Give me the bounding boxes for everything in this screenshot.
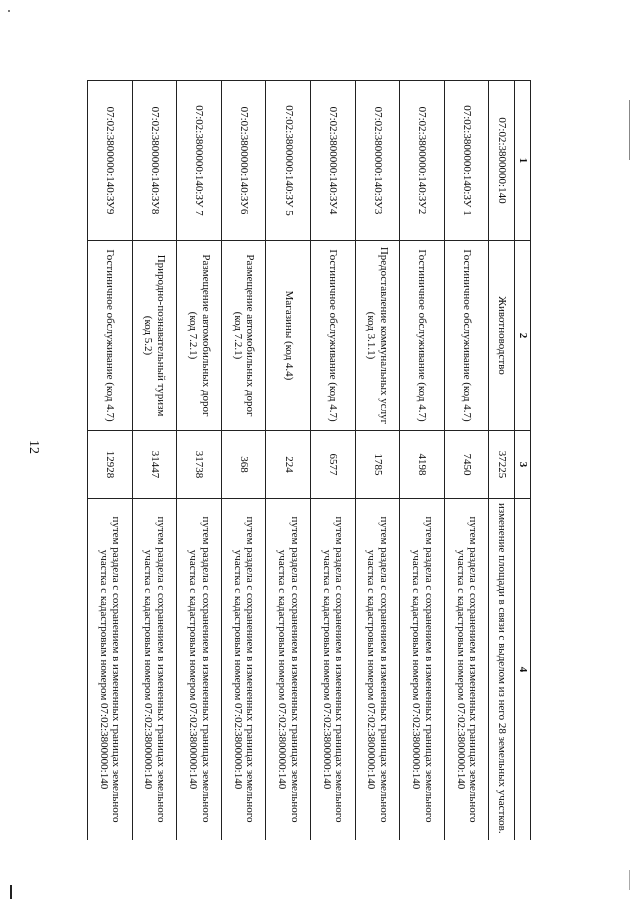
formation-method-cell: путем раздела с сохранением в измененных границах земельного участка с кадастровым номером 07:02:3800000:140	[355, 499, 400, 841]
area-cell: 368	[221, 431, 266, 499]
table-container	[87, 80, 531, 840]
permitted-use-cell: Магазины (код 4.4)	[266, 241, 311, 431]
table-row	[355, 81, 400, 841]
cadastral-number-cell: 07:02:3800000:140:ЗУ 1	[444, 81, 489, 241]
table-row	[444, 81, 489, 841]
table-row	[132, 81, 177, 841]
permitted-use-cell: Гостиничное обслуживание (код 4.7)	[88, 241, 133, 431]
permitted-use-cell: Размещение автомобильных дорог (код 7.2.1)	[221, 241, 266, 431]
formation-method-cell: путем раздела с сохранением в измененных границах земельного участка с кадастровым номером 07:02:3800000:140	[444, 499, 489, 841]
cadastral-number-cell: 07:02:3800000:140	[489, 81, 515, 241]
cadastral-number-cell: 07:02:3800000:140:ЗУ3	[355, 81, 400, 241]
table-row	[311, 81, 356, 841]
area-cell: 12928	[88, 431, 133, 499]
scan-artifact	[629, 870, 630, 890]
area-cell: 1785	[355, 431, 400, 499]
permitted-use-cell: Природно-познавательный туризм (код 5.2)	[132, 241, 177, 431]
table-row	[221, 81, 266, 841]
table-row	[177, 81, 222, 841]
cadastral-number-cell: 07:02:3800000:140:ЗУ4	[311, 81, 356, 241]
permitted-use-cell: Гостиничное обслуживание (код 4.7)	[444, 241, 489, 431]
area-cell: 31447	[132, 431, 177, 499]
table-header-row	[515, 81, 531, 841]
column-header: 1	[515, 81, 531, 241]
column-header: 4	[515, 499, 531, 841]
column-header: 3	[515, 431, 531, 499]
permitted-use-cell: Гостиничное обслуживание (код 4.7)	[400, 241, 445, 431]
area-cell: 31738	[177, 431, 222, 499]
formation-method-cell: путем раздела с сохранением в измененных границах земельного участка с кадастровым номером 07:02:3800000:140	[311, 499, 356, 841]
formation-method-cell: путем раздела с сохранением в измененных границах земельного участка с кадастровым номером 07:02:3800000:140	[221, 499, 266, 841]
permitted-use-cell: Предоставление коммунальных услуг (код 3.1.1)	[355, 241, 400, 431]
cadastral-number-cell: 07:02:3800000:140:ЗУ2	[400, 81, 445, 241]
formation-method-cell: изменение площади в связи с выделом из него 28 земельных участков.	[489, 499, 515, 841]
area-cell: 224	[266, 431, 311, 499]
scan-artifact	[629, 100, 630, 160]
cadastral-number-cell: 07:02:3800000:140:ЗУ 5	[266, 81, 311, 241]
formation-method-cell: путем раздела с сохранением в измененных границах земельного участка с кадастровым номером 07:02:3800000:140	[132, 499, 177, 841]
area-cell: 4198	[400, 431, 445, 499]
scan-artifact	[8, 10, 10, 12]
permitted-use-cell: Размещение автомобильных дорог (код 7.2.1)	[177, 241, 222, 431]
land-plots-table	[87, 80, 531, 840]
permitted-use-cell: Животноводство	[489, 241, 515, 431]
formation-method-cell: путем раздела с сохранением в измененных границах земельного участка с кадастровым номером 07:02:3800000:140	[88, 499, 133, 841]
page-number: 12	[26, 440, 41, 454]
permitted-use-cell: Гостиничное обслуживание (код 4.7)	[311, 241, 356, 431]
table-row	[266, 81, 311, 841]
area-cell: 37225	[489, 431, 515, 499]
cadastral-number-cell: 07:02:3800000:140:ЗУ6	[221, 81, 266, 241]
table-row	[88, 81, 133, 841]
scan-artifact	[10, 885, 12, 899]
cadastral-number-cell: 07:02:3800000:140:ЗУ8	[132, 81, 177, 241]
area-cell: 7450	[444, 431, 489, 499]
area-cell: 6577	[311, 431, 356, 499]
formation-method-cell: путем раздела с сохранением в измененных границах земельного участка с кадастровым номером 07:02:3800000:140	[177, 499, 222, 841]
cadastral-number-cell: 07:02:3800000:140:ЗУ 7	[177, 81, 222, 241]
formation-method-cell: путем раздела с сохранением в измененных границах земельного участка с кадастровым номером 07:02:3800000:140	[400, 499, 445, 841]
table-row	[400, 81, 445, 841]
cadastral-number-cell: 07:02:3800000:140:ЗУ9	[88, 81, 133, 241]
column-header: 2	[515, 241, 531, 431]
formation-method-cell: путем раздела с сохранением в измененных границах земельного участка с кадастровым номером 07:02:3800000:140	[266, 499, 311, 841]
table-row	[489, 81, 515, 841]
